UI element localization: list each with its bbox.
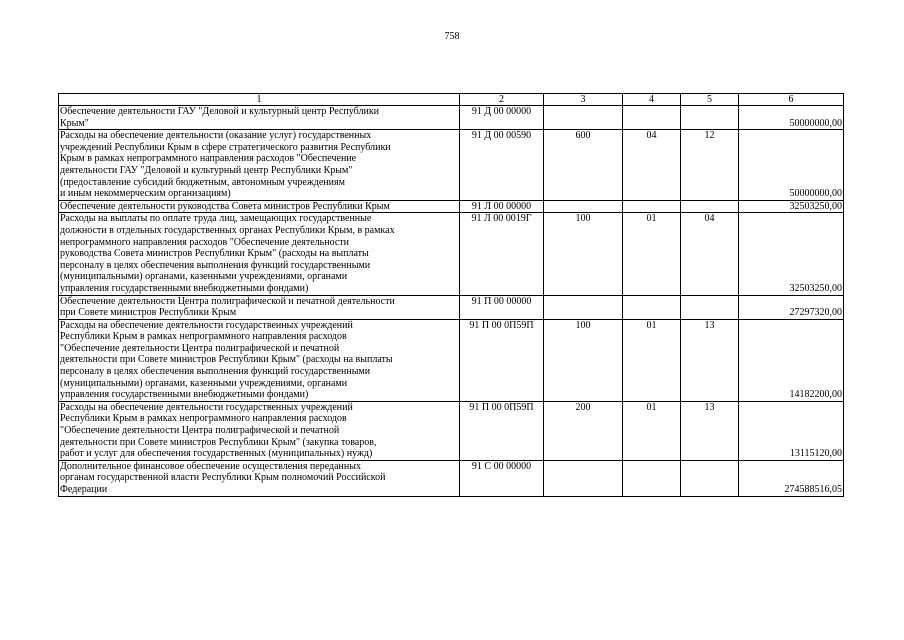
amount-cell: 32503250,00 [739, 200, 844, 213]
amount-cell: 50000000,00 [739, 130, 844, 201]
column-header: 5 [681, 94, 739, 106]
table-row [59, 295, 844, 319]
table-row [59, 460, 844, 496]
table-row [59, 401, 844, 460]
budget-table [58, 93, 844, 497]
section-cell: 01 [623, 401, 681, 460]
amount-cell: 50000000,00 [739, 106, 844, 130]
expense-type-cell: 100 [544, 213, 623, 295]
section-cell [623, 460, 681, 496]
expense-type-cell [544, 106, 623, 130]
amount-cell: 27297320,00 [739, 295, 844, 319]
expenditure-name-cell: Расходы на обеспечение деятельности государственных учреждений Республики Крым в рамках непрограммного направления расходов "Обеспечение деятельности Центра полиграфической и печатной деятельности при Совете министров Республики Крым" (расходы на выплаты персоналу в целях обеспечения выполнения функций государственными (муниципальными) органами, казенными учреждениями, органами управления государственными внебюджетными фондами) [59, 319, 460, 401]
page-number: 758 [444, 31, 460, 42]
section-cell: 01 [623, 213, 681, 295]
expense-type-cell [544, 200, 623, 213]
subsection-cell [681, 460, 739, 496]
target-code-cell: 91 Л 00 0019Г [460, 213, 544, 295]
table-row [59, 213, 844, 295]
column-header: 2 [460, 94, 544, 106]
target-code-cell: 91 Д 00 00000 [460, 106, 544, 130]
target-code-cell: 91 П 00 00000 [460, 295, 544, 319]
section-cell [623, 106, 681, 130]
subsection-cell: 13 [681, 401, 739, 460]
section-cell [623, 200, 681, 213]
target-code-cell: 91 Л 00 00000 [460, 200, 544, 213]
column-header: 1 [59, 94, 460, 106]
subsection-cell: 13 [681, 319, 739, 401]
amount-cell: 13115120,00 [739, 401, 844, 460]
amount-cell: 32503250,00 [739, 213, 844, 295]
subsection-cell: 04 [681, 213, 739, 295]
expense-type-cell [544, 460, 623, 496]
table-row [59, 200, 844, 213]
table-header-row [59, 94, 844, 106]
subsection-cell [681, 200, 739, 213]
subsection-cell [681, 295, 739, 319]
table-row [59, 319, 844, 401]
column-header: 4 [623, 94, 681, 106]
expenditure-name-cell: Обеспечение деятельности руководства Совета министров Республики Крым [59, 200, 460, 213]
column-header: 3 [544, 94, 623, 106]
table-row [59, 130, 844, 201]
table-row [59, 106, 844, 130]
expense-type-cell: 200 [544, 401, 623, 460]
subsection-cell [681, 106, 739, 130]
amount-cell: 14182200,00 [739, 319, 844, 401]
section-cell [623, 295, 681, 319]
expenditure-name-cell: Обеспечение деятельности Центра полиграфической и печатной деятельности при Совете министров Республики Крым [59, 295, 460, 319]
target-code-cell: 91 П 00 0П59П [460, 401, 544, 460]
expenditure-name-cell: Обеспечение деятельности ГАУ "Деловой и культурный центр Республики Крым" [59, 106, 460, 130]
expenditure-name-cell: Расходы на выплаты по оплате труда лиц, замещающих государственные должности в отдельных государственных органах Республики Крым, в рамках непрограммного направления расходов "Обеспечение деятельности руководства Совета министров Республики Крым" (расходы на выплаты персоналу в целях обеспечения выполнения функций государственными (муниципальными) органами, казенными учреждениями, органами управления государственными внебюджетными фондами) [59, 213, 460, 295]
section-cell: 04 [623, 130, 681, 201]
target-code-cell: 91 Д 00 00590 [460, 130, 544, 201]
subsection-cell: 12 [681, 130, 739, 201]
target-code-cell: 91 С 00 00000 [460, 460, 544, 496]
column-header: 6 [739, 94, 844, 106]
expenditure-name-cell: Расходы на обеспечение деятельности государственных учреждений Республики Крым в рамках непрограммного направления расходов "Обеспечение деятельности Центра полиграфической и печатной деятельности при Совете министров Республики Крым" (закупка товаров, работ и услуг для обеспечения государственных (муниципальных) нужд) [59, 401, 460, 460]
expenditure-name-cell: Дополнительное финансовое обеспечение осуществления переданных органам государственной власти Республики Крым полномочий Российской Федерации [59, 460, 460, 496]
table-body [59, 94, 844, 497]
expenditure-name-cell: Расходы на обеспечение деятельности (оказание услуг) государственных учреждений Республики Крым в сфере стратегического развития Республики Крым в рамках непрограммного направления расходов "Обеспечение деятельности ГАУ "Деловой и культурный центр Республики Крым" (предоставление субсидий бюджетным, автономным учреждениям и иным некоммерческим организациям) [59, 130, 460, 201]
expense-type-cell [544, 295, 623, 319]
target-code-cell: 91 П 00 0П59П [460, 319, 544, 401]
expense-type-cell: 100 [544, 319, 623, 401]
section-cell: 01 [623, 319, 681, 401]
amount-cell: 274588516,05 [739, 460, 844, 496]
expense-type-cell: 600 [544, 130, 623, 201]
